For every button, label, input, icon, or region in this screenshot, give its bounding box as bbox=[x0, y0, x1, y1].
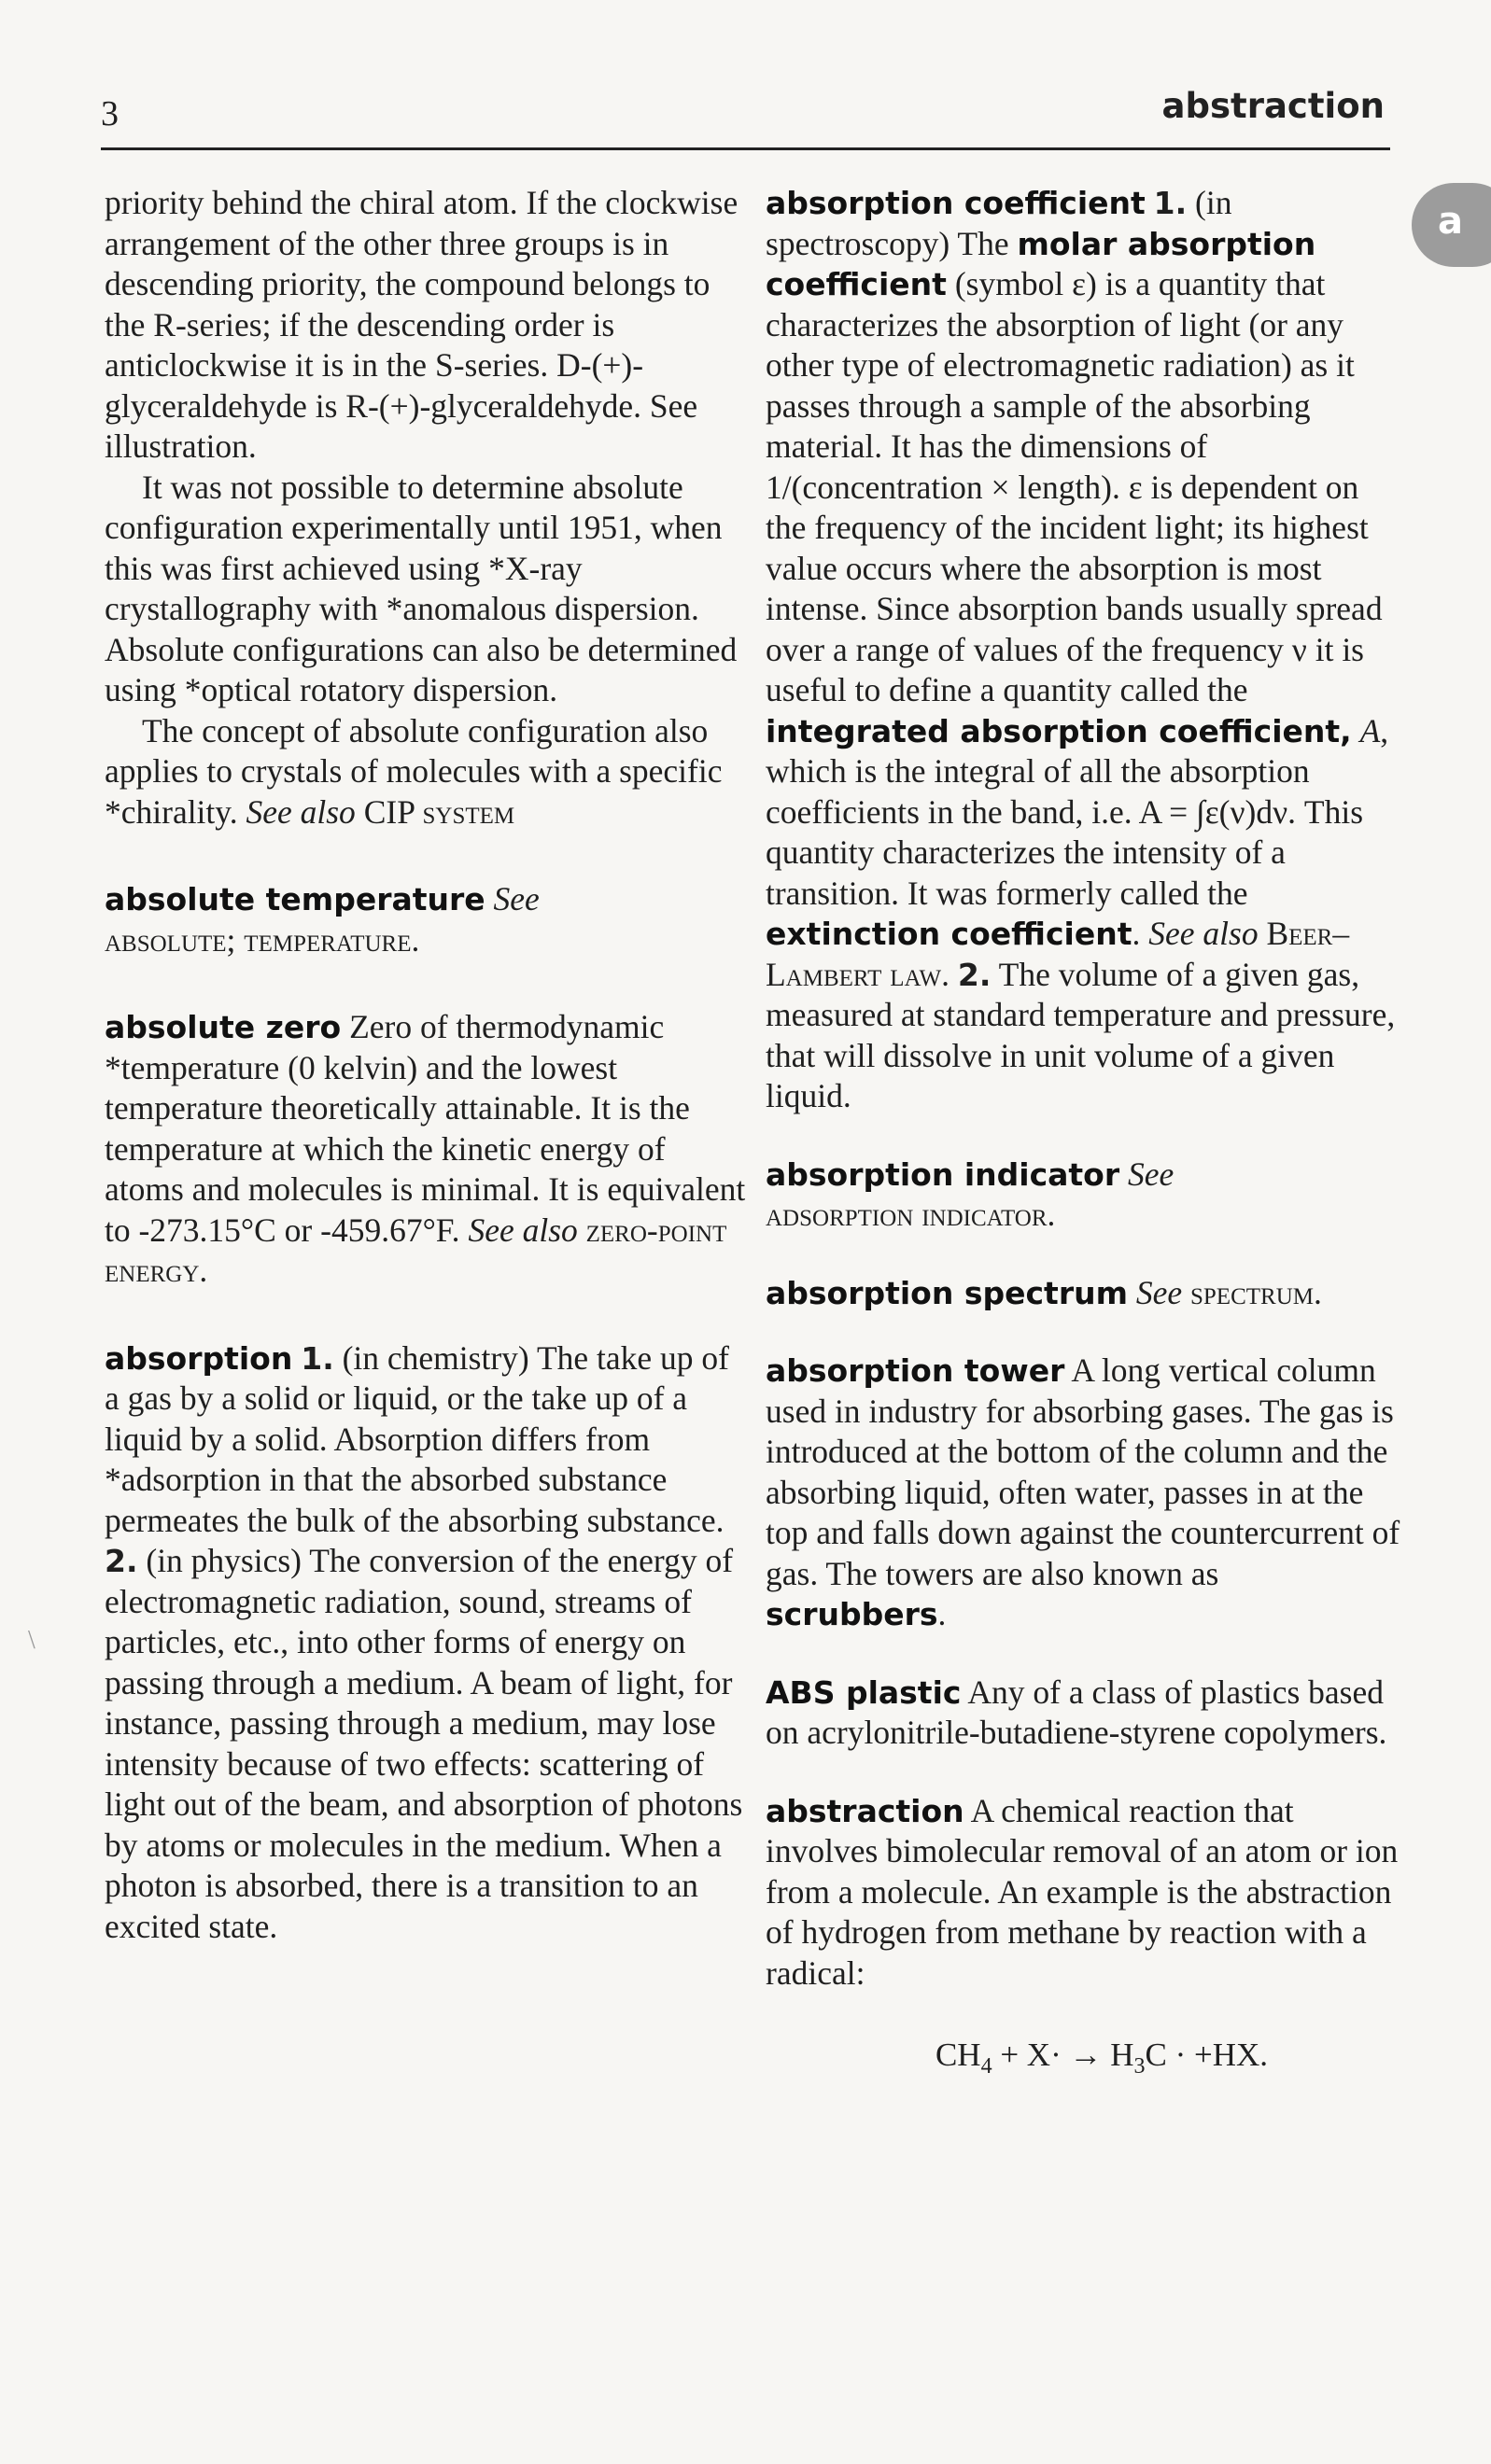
text: -(+)-glyceraldehyde. See illustration. bbox=[105, 386, 698, 465]
see: See bbox=[1135, 1273, 1183, 1311]
paragraph bbox=[105, 468, 749, 711]
see: See bbox=[493, 880, 540, 917]
chemical-equation: $CH_4 + X\cdot \to H_3C \cdot +HX$. bbox=[935, 2037, 1269, 2079]
page-number: 3 bbox=[101, 94, 119, 133]
cross-reference[interactable]: CIP system bbox=[363, 792, 515, 831]
see: See bbox=[1128, 1155, 1175, 1193]
symbol: A bbox=[1359, 711, 1381, 749]
definition: Zero of thermodynamic *temperature (0 kelvin) and the lowest temperature theoretically attainable. It is the temperature at which the kinetic energy of atoms and molecules is minimal. It is equivalent to -273.15°C or -459.67°F. bbox=[105, 1008, 746, 1249]
key-term: extinction coefficient bbox=[766, 916, 1132, 952]
definition: (in spectroscopy) The bbox=[766, 184, 1232, 262]
cross-reference[interactable]: spectrum bbox=[1190, 1273, 1314, 1311]
definition: (in chemistry) The take up of a gas by a solid or liquid, or the take up of a liquid by a solid. Absorption differs from *adsorption in that the absorbed substance permeates the bulk of the absorbing substance. bbox=[105, 1338, 729, 1539]
headword: abstraction bbox=[766, 1792, 964, 1829]
headword: absorption coefficient bbox=[766, 185, 1146, 221]
headword: absorption spectrum bbox=[766, 1274, 1128, 1311]
running-head: abstraction bbox=[1161, 86, 1385, 126]
text: . bbox=[1132, 915, 1149, 952]
entry-absolute-temperature: absolute temperature See absolute; temperature. bbox=[105, 880, 540, 959]
entry-abstraction bbox=[766, 1791, 1400, 2088]
see-also: See also bbox=[246, 792, 356, 831]
key-term: integrated absorption coefficient, bbox=[766, 712, 1352, 749]
left-column bbox=[105, 183, 749, 1994]
entry-absorption-spectrum: absorption spectrum See spectrum. bbox=[766, 1273, 1322, 1311]
see-also: See also bbox=[1148, 915, 1259, 952]
definition: , which is the integral of all the absorption coefficients in the band, i.e. A = ∫ε(ν)dν. This quantity characterizes the intensity of a transition. It was formerly called the bbox=[766, 711, 1389, 912]
text: priority behind the chiral atom. If the clockwise arrangement of the other three groups is in descending priority, the compound belongs to the bbox=[105, 184, 738, 343]
text: -(+)-glyceraldehyde is bbox=[105, 346, 644, 425]
definition: Any of a class of plastics based on acrylonitrile-butadiene-styrene copolymers. bbox=[766, 1673, 1387, 1751]
entry-absorption-coefficient bbox=[766, 183, 1400, 1117]
see-also: See also bbox=[468, 1211, 578, 1249]
entry-absolute-zero: absolute zero Zero of thermodynamic *temperature (0 kelvin) and the lowest temperature theoretically attainable. It is the temperature at which the kinetic energy of atoms and molecules is minimal. It is equivalent to -273.15°C or -459.67°F. See also zero-point energy. bbox=[105, 1008, 746, 1289]
thumb-index-letter: a bbox=[1438, 200, 1463, 243]
cross-reference[interactable]: Beer–Lambert law bbox=[766, 915, 1350, 993]
key-term: scrubbers bbox=[766, 1596, 938, 1632]
sense-number: 2. bbox=[957, 956, 992, 993]
text: R bbox=[153, 305, 176, 343]
definition: (in physics) The conversion of the energy of electromagnetic radiation, sound, streams of particles, etc., into other forms of energy on passing through a medium. A beam of light, for instance, passing through a medium, may lose intensity because of two effects: scattering of light out of the beam, and absorption of photons by atoms or molecules in the medium. When a photon is absorbed, there is a transition to an excited state. bbox=[105, 1542, 743, 1945]
definition: A chemical reaction that involves bimolecular removal of an atom or ion from a molecule. An example is the abstraction of hydrogen from methane by reaction with a radical: bbox=[766, 1791, 1399, 1992]
sense-number: 1. bbox=[301, 1339, 334, 1377]
paragraph bbox=[105, 183, 749, 468]
entry-absorption-tower bbox=[766, 1351, 1400, 1635]
definition: (symbol ε) is a quantity that characterizes the absorption of light (or any other type of electromagnetic radiation) as it passes through a sample of the absorbing material. It has the dimensions of 1/(concentration × length). ε is dependent on the frequency of the incident light; its highest value occurs where the absorption is most intense. Since absorption bands usually spread over a range of values of the frequency ν it is useful to define a quantity called the bbox=[766, 265, 1383, 708]
text: S bbox=[434, 346, 454, 384]
definition: A long vertical column used in industry for absorbing gases. The gas is introduced at the bottom of the column and the absorbing liquid, often water, passes in at the top and falls down against the countercurrent of gas. The towers are also known as bbox=[766, 1351, 1400, 1592]
text: The concept of absolute configuration also applies to crystals of molecules with a specific *chirality. bbox=[105, 711, 723, 831]
headword: absolute zero bbox=[105, 1009, 342, 1045]
entry-absorption bbox=[105, 1338, 749, 1948]
headword: absolute temperature bbox=[105, 881, 485, 917]
text bbox=[1352, 712, 1360, 749]
header-rule bbox=[101, 147, 1390, 150]
thumb-index-tab bbox=[1412, 183, 1491, 267]
text: . bbox=[941, 955, 958, 993]
text: . bbox=[937, 1595, 947, 1632]
text: D bbox=[556, 346, 581, 384]
margin-mark: \ bbox=[28, 1626, 35, 1655]
text: It was not possible to determine absolute configuration experimentally until 1951, when this was first achieved using *X-ray crystallography with *anomalous dispersion. Absolute configurations can also be determined using *optical rotatory dispersion. bbox=[105, 468, 738, 708]
sense-number: 1. bbox=[1153, 185, 1188, 221]
sense-number: 2. bbox=[105, 1543, 138, 1579]
headword: absorption bbox=[105, 1339, 293, 1377]
entry-absorption-indicator: absorption indicator See adsorption indicator. bbox=[766, 1155, 1175, 1233]
cross-reference[interactable]: zero-point energy bbox=[105, 1211, 727, 1289]
definition: The volume of a given gas, measured at standard temperature and pressure, that will dissolve in unit volume of a given liquid. bbox=[766, 955, 1396, 1114]
cross-reference[interactable]: absolute; temperature bbox=[105, 920, 412, 959]
headword: absorption indicator bbox=[766, 1155, 1120, 1193]
text: -series. bbox=[453, 346, 557, 384]
paragraph bbox=[105, 711, 749, 833]
headword: ABS plastic bbox=[766, 1673, 962, 1711]
text: R bbox=[345, 386, 368, 425]
headword: absorption tower bbox=[766, 1352, 1065, 1389]
cross-reference[interactable]: adsorption indicator bbox=[766, 1196, 1048, 1233]
entry-abs-plastic bbox=[766, 1673, 1400, 1754]
key-term: molar absorption coefficient bbox=[766, 225, 1316, 302]
right-column bbox=[766, 183, 1400, 2125]
text: -series; if the descending order is anticlockwise it is in the bbox=[105, 305, 615, 384]
entry-absolute-configuration-continued bbox=[105, 183, 749, 833]
